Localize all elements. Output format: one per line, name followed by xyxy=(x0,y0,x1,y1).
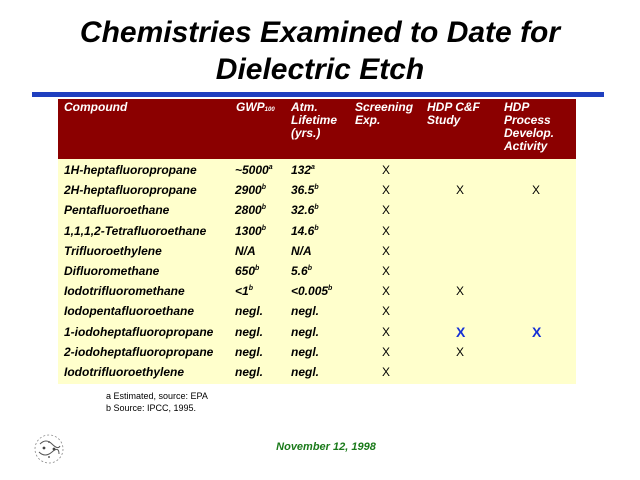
cell-gwp-text: 1300 xyxy=(235,223,262,238)
cell-screening-mark-text: X xyxy=(382,264,391,278)
cell-process-mark xyxy=(532,325,541,339)
cell-gwp xyxy=(235,224,266,238)
cell-compound xyxy=(64,284,185,298)
cell-process-mark xyxy=(532,183,540,197)
cell-gwp-footnote-marker: b xyxy=(261,204,266,212)
chemistries-table xyxy=(58,99,576,384)
cell-compound xyxy=(64,224,206,238)
cell-screening-mark xyxy=(382,365,390,379)
header-gwp-subscript: 100 xyxy=(264,107,275,113)
cell-gwp-footnote-marker: a xyxy=(268,164,273,171)
title-divider xyxy=(32,92,604,97)
cell-compound-text: 1,1,1,2-Tetrafluoroethane xyxy=(64,223,207,238)
cell-lifetime xyxy=(291,224,319,238)
cell-hdp-cf-mark xyxy=(456,183,464,197)
cell-lifetime-footnote-marker: b xyxy=(314,224,319,232)
cell-gwp-footnote-marker: b xyxy=(248,285,253,293)
cell-lifetime-text: negl. xyxy=(291,324,320,339)
cell-screening-mark xyxy=(382,224,390,238)
cell-screening-mark xyxy=(382,284,390,298)
cell-gwp xyxy=(235,365,263,379)
cell-lifetime xyxy=(291,244,312,258)
cell-screening-mark xyxy=(382,304,390,318)
cell-gwp-footnote-marker: b xyxy=(255,265,260,272)
cell-process-mark-text: X xyxy=(532,323,542,340)
cell-hdp-cf-mark-text: X xyxy=(456,344,465,359)
cell-lifetime-footnote-marker: a xyxy=(311,164,315,171)
title-line-2: Dielectric Etch xyxy=(215,53,425,86)
cell-screening-mark-text: X xyxy=(382,304,391,319)
cell-lifetime-footnote-marker: b xyxy=(314,184,319,192)
cell-lifetime-text: 14.6 xyxy=(291,223,315,238)
cell-compound xyxy=(64,325,213,339)
cell-screening-mark-text: X xyxy=(382,203,391,218)
cell-compound xyxy=(64,163,197,177)
cell-gwp-text: negl. xyxy=(235,324,264,339)
header-hdp-cf-line1: HDP C&F xyxy=(427,100,480,114)
cell-lifetime-footnote-marker: b xyxy=(307,265,312,272)
cell-hdp-cf-mark xyxy=(456,325,465,339)
cell-hdp-cf-mark-text: X xyxy=(456,323,466,340)
cell-compound-text: 1H-heptafluoropropane xyxy=(64,163,197,177)
cell-screening-mark-text: X xyxy=(382,324,391,339)
header-hdp-process xyxy=(504,101,554,153)
header-hdp-cf-study xyxy=(427,101,480,127)
cell-gwp xyxy=(235,244,256,258)
cell-lifetime xyxy=(291,365,319,379)
cell-hdp-cf-mark xyxy=(456,345,464,359)
cell-lifetime xyxy=(291,163,315,177)
header-lifetime-line3: (yrs.) xyxy=(291,126,321,140)
footnotes xyxy=(106,390,208,414)
cell-compound xyxy=(64,264,159,278)
cell-lifetime xyxy=(291,325,319,339)
cell-lifetime-footnote-marker: b xyxy=(328,285,333,293)
cell-lifetime xyxy=(291,203,319,217)
cell-lifetime-text: negl. xyxy=(291,344,320,359)
cell-compound-text: Difluoromethane xyxy=(64,264,160,278)
slide-date: November 12, 1998 xyxy=(276,441,376,453)
cell-compound-text: Pentafluoroethane xyxy=(64,203,170,218)
cell-gwp-text: negl. xyxy=(235,365,264,379)
cell-gwp xyxy=(235,345,263,359)
cell-gwp xyxy=(235,304,263,318)
header-screening-line1: Screening xyxy=(355,100,414,114)
cell-lifetime-text: <0.005 xyxy=(291,284,329,299)
cell-gwp-footnote-marker: b xyxy=(261,224,266,232)
cell-gwp-text: negl. xyxy=(235,304,264,319)
cell-lifetime-footnote-marker: b xyxy=(314,204,319,212)
cell-screening-mark xyxy=(382,325,390,339)
cell-screening-mark-text: X xyxy=(382,243,391,258)
title-line-1: Chemistries Examined to Date for xyxy=(79,16,561,49)
cell-screening-mark-text: X xyxy=(382,284,391,299)
table-header xyxy=(58,99,576,159)
cell-lifetime-text: 36.5 xyxy=(291,183,315,198)
cell-gwp-text: <1 xyxy=(235,284,249,299)
cell-hdp-cf-mark-text: X xyxy=(456,183,465,198)
cell-screening-mark-text: X xyxy=(382,223,391,238)
header-lifetime-line1: Atm. xyxy=(291,100,318,114)
cell-hdp-cf-mark-text: X xyxy=(456,284,465,299)
header-process-line2: Process xyxy=(504,113,551,127)
cell-compound xyxy=(64,304,194,318)
cell-screening-mark xyxy=(382,345,390,359)
cell-gwp-text: ~5000 xyxy=(235,163,269,177)
cell-gwp-text: N/A xyxy=(235,243,256,258)
cell-gwp-text: negl. xyxy=(235,344,264,359)
cell-lifetime xyxy=(291,304,319,318)
cell-compound xyxy=(64,365,184,379)
header-hdp-cf-line2: Study xyxy=(427,113,461,127)
header-process-line3: Develop. xyxy=(504,126,555,140)
slide-title xyxy=(0,14,640,88)
cell-lifetime-text: 132 xyxy=(291,163,312,177)
cell-lifetime xyxy=(291,284,332,298)
cell-screening-mark xyxy=(382,264,390,278)
cell-compound-text: Iodopentafluoroethane xyxy=(64,304,194,319)
cell-lifetime-text: N/A xyxy=(291,243,312,258)
cell-screening-mark xyxy=(382,203,390,217)
cell-hdp-cf-mark xyxy=(456,284,464,298)
cell-compound-text: Trifluoroethylene xyxy=(64,243,162,258)
cell-compound-text: Iodotrifluoromethane xyxy=(64,284,185,299)
header-gwp xyxy=(236,101,275,117)
cell-gwp-text: 2900 xyxy=(235,183,262,198)
header-screening-line2: Exp. xyxy=(355,113,381,127)
cell-gwp xyxy=(235,163,273,177)
cell-gwp xyxy=(235,203,266,217)
cell-compound xyxy=(64,345,213,359)
cell-compound-text: 2-iodoheptafluoropropane xyxy=(64,344,214,359)
header-gwp-text: GWP xyxy=(236,100,265,114)
header-lifetime-line2: Lifetime xyxy=(291,113,338,127)
cell-gwp-text: 2800 xyxy=(235,203,262,218)
cell-process-mark-text: X xyxy=(532,183,541,198)
cell-compound-text: Iodotrifluoroethylene xyxy=(64,365,184,379)
cell-screening-mark xyxy=(382,244,390,258)
cell-gwp xyxy=(235,264,259,278)
cell-screening-mark-text: X xyxy=(382,183,391,198)
cell-compound-text: 1-iodoheptafluoropropane xyxy=(64,324,214,339)
cell-screening-mark xyxy=(382,163,390,177)
cell-screening-mark xyxy=(382,183,390,197)
header-lifetime xyxy=(291,101,337,140)
header-compound: Compound xyxy=(64,100,128,114)
cell-screening-mark-text: X xyxy=(382,344,391,359)
cell-lifetime xyxy=(291,345,319,359)
cell-lifetime-text: negl. xyxy=(291,304,320,319)
cell-gwp-footnote-marker: b xyxy=(261,184,266,192)
cell-lifetime-text: 5.6 xyxy=(291,264,308,278)
cell-gwp xyxy=(235,183,266,197)
cell-compound xyxy=(64,183,197,197)
cell-lifetime-text: 32.6 xyxy=(291,203,315,218)
header-process-line1: HDP xyxy=(504,100,530,114)
cell-gwp xyxy=(235,325,263,339)
cell-compound xyxy=(64,244,162,258)
cell-compound xyxy=(64,203,169,217)
cell-gwp-text: 650 xyxy=(235,264,256,278)
footnote-b: b Source: IPCC, 1995. xyxy=(106,403,197,413)
cell-screening-mark-text: X xyxy=(382,163,391,177)
cell-lifetime xyxy=(291,183,319,197)
cell-screening-mark-text: X xyxy=(382,365,391,379)
header-process-line4: Activity xyxy=(504,139,548,153)
header-screening xyxy=(355,101,413,127)
cell-gwp xyxy=(235,284,253,298)
cell-lifetime-text: negl. xyxy=(291,365,320,379)
cell-compound-text: 2H-heptafluoropropane xyxy=(64,183,197,198)
cell-lifetime xyxy=(291,264,312,278)
footnote-a: a Estimated, source: EPA xyxy=(106,391,208,401)
